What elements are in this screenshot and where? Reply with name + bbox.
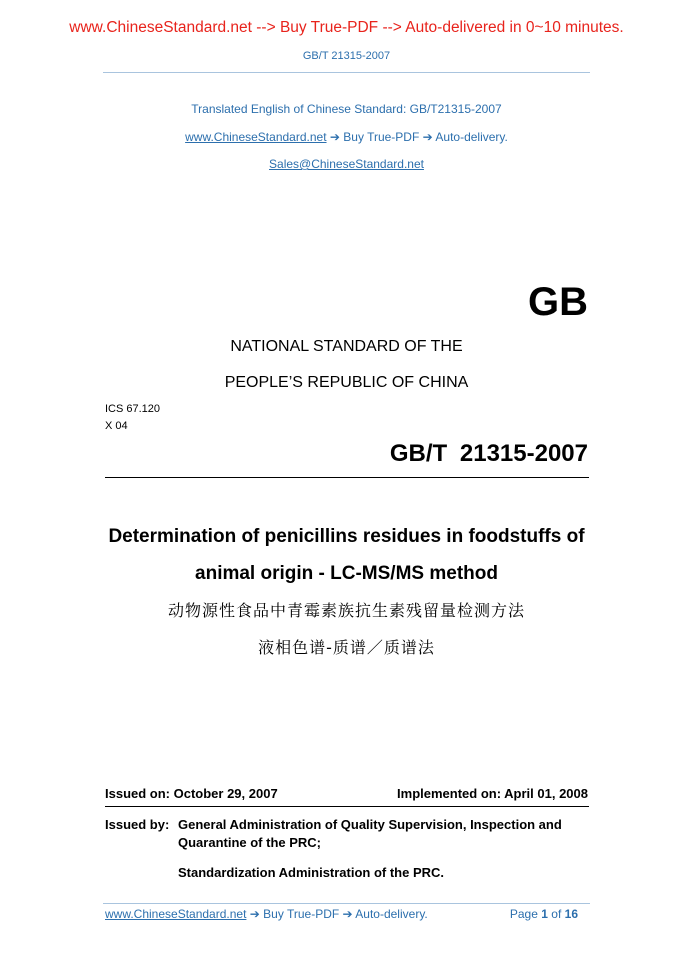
- intro-auto-text: Auto-delivery.: [435, 130, 508, 144]
- title-divider: [105, 477, 589, 478]
- email-link[interactable]: Sales@ChineseStandard.net: [269, 157, 424, 171]
- classification-code: X 04: [105, 420, 128, 432]
- translated-line: Translated English of Chinese Standard: GB/T21315-2007: [191, 102, 502, 116]
- page-current: 1: [541, 907, 548, 921]
- title-chinese-line-1: 动物源性食品中青霉素族抗生素残留量检测方法: [167, 601, 525, 620]
- footer-auto-text: Auto-delivery.: [355, 907, 428, 921]
- top-banner-link[interactable]: www.ChineseStandard.net --> Buy True-PDF --> Auto-delivered in 0~10 minutes.: [69, 19, 624, 36]
- issuer-line-3: Standardization Administration of the PRC.: [178, 865, 445, 880]
- national-standard-line-2: PEOPLE’S REPUBLIC OF CHINA: [224, 374, 469, 391]
- header-standard-code: GB/T 21315-2007: [302, 50, 391, 62]
- title-english-line-1: Determination of penicillins residues in foodstuffs of: [108, 526, 585, 547]
- title-chinese-line-2: 液相色谱-质谱／质谱法: [258, 638, 435, 657]
- page-of: of: [551, 907, 562, 921]
- issued-by-label: Issued by:: [105, 817, 170, 832]
- header-divider: [103, 72, 590, 73]
- page-indicator: [510, 907, 578, 921]
- arrow-right-icon: ➔: [249, 907, 260, 921]
- issued-on-date: Issued on: October 29, 2007: [105, 786, 278, 801]
- intro-buy-text: Buy True-PDF: [343, 130, 420, 144]
- standard-number: GB/T 21315-2007: [389, 440, 588, 467]
- footer-site-link[interactable]: www.ChineseStandard.net: [105, 907, 247, 921]
- arrow-right-icon: ➔: [342, 907, 353, 921]
- issue-divider: [105, 806, 589, 807]
- issuer-line-2: Quarantine of the PRC;: [178, 835, 322, 850]
- national-standard-line-1: NATIONAL STANDARD OF THE: [230, 338, 463, 355]
- page-label: Page: [509, 907, 538, 921]
- gb-mark: GB: [528, 280, 588, 324]
- implemented-on-date: Implemented on: April 01, 2008: [397, 786, 588, 801]
- footer-purchase-line: [105, 907, 428, 921]
- arrow-right-icon: ➔: [422, 130, 433, 144]
- title-english-line-2: animal origin - LC-MS/MS method: [195, 563, 498, 584]
- intro-purchase-line: [0, 130, 693, 144]
- footer-divider: [103, 903, 590, 904]
- intro-email-row: [0, 157, 693, 171]
- intro-site-link[interactable]: www.ChineseStandard.net: [185, 130, 327, 144]
- arrow-right-icon: ➔: [329, 130, 340, 144]
- page-total: 16: [564, 907, 578, 921]
- issuer-line-1: General Administration of Quality Supervision, Inspection and: [178, 817, 562, 832]
- ics-code: ICS 67.120: [105, 403, 161, 415]
- footer-buy-text: Buy True-PDF: [263, 907, 340, 921]
